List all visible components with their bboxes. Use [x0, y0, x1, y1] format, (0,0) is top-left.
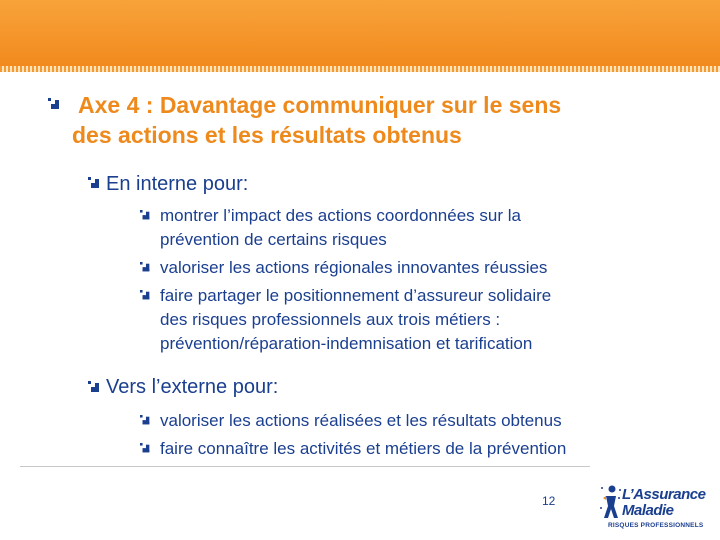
list-item	[160, 204, 700, 252]
slide-title	[72, 90, 692, 150]
item-bullet-icon	[140, 415, 150, 425]
header-band	[0, 0, 720, 66]
list-item-line: des risques professionnels aux trois métiers :	[160, 310, 501, 329]
item-bullet-icon	[140, 210, 150, 220]
page-number: 12	[542, 494, 556, 508]
logo-tagline: RISQUES PROFESSIONNELS	[608, 522, 704, 529]
list-item-line: prévention de certains risques	[160, 230, 387, 249]
item-bullet-icon	[140, 443, 150, 453]
logo-text-line1: L’Assurance	[622, 486, 706, 503]
header-stripe	[0, 66, 720, 72]
list-item-line: valoriser les actions réalisées et les résultats obtenus	[160, 411, 562, 430]
list-item	[160, 409, 700, 433]
list-item	[160, 437, 700, 461]
list-item	[160, 256, 700, 280]
list-item-line: faire connaître les activités et métiers de la prévention	[160, 439, 567, 458]
list-item	[160, 284, 700, 356]
list-item-line: valoriser les actions régionales innovantes réussies	[160, 258, 548, 277]
title-bullet-icon	[48, 98, 60, 110]
item-bullet-icon	[140, 262, 150, 272]
footer-divider	[20, 466, 590, 467]
list-item-line: faire partager le positionnement d’assureur solidaire	[160, 286, 552, 305]
logo-figure-icon	[600, 484, 622, 520]
assurance-maladie-logo	[596, 472, 716, 534]
section-bullet-icon	[88, 381, 100, 393]
section-heading-internal: En interne pour:	[106, 173, 249, 195]
list-item-line: prévention/réparation-indemnisation et tarification	[160, 334, 533, 353]
section-heading-external: Vers l’externe pour:	[106, 376, 279, 398]
item-bullet-icon	[140, 290, 150, 300]
list-item-line: montrer l’impact des actions coordonnées sur la	[160, 206, 521, 225]
slide-title-line1: Axe 4 : Davantage communiquer sur le sens	[78, 92, 562, 118]
logo-text-line2: Maladie	[622, 502, 674, 519]
section-bullet-icon	[88, 177, 100, 189]
slide-title-line2: des actions et les résultats obtenus	[72, 122, 462, 148]
